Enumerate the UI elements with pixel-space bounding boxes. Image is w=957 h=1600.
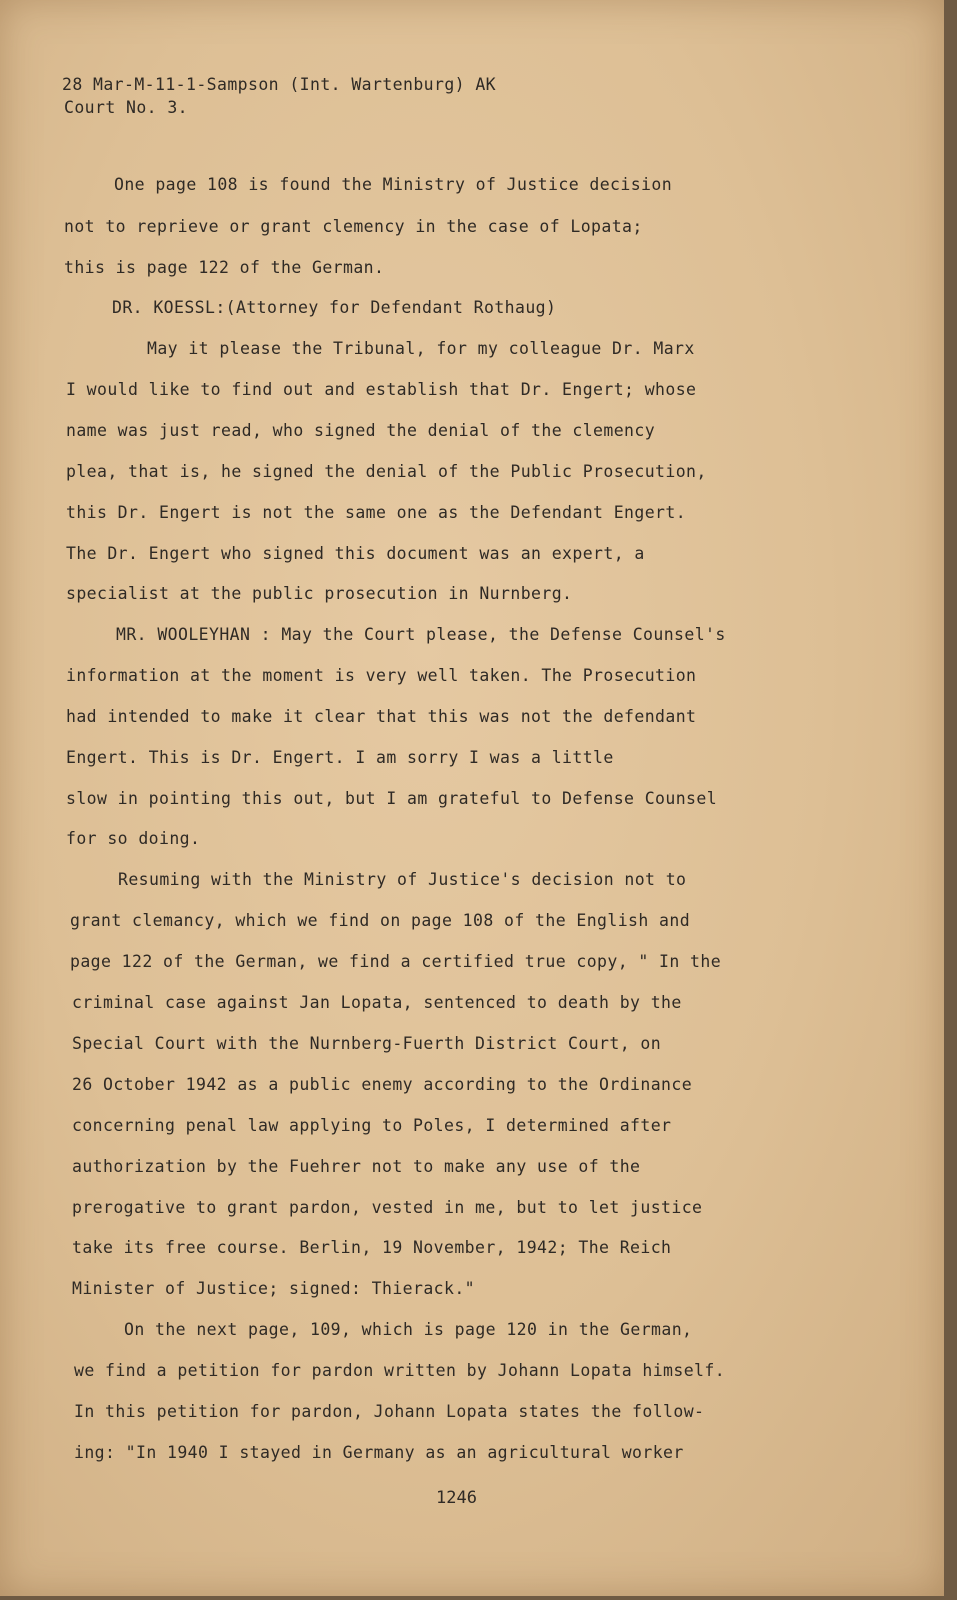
body-line: specialist at the public prosecution in Nurnberg. (66, 584, 573, 603)
body-line: grant clemancy, which we find on page 108 of the English and (70, 911, 691, 930)
body-line: information at the moment is very well taken. The Prosecution (66, 666, 697, 685)
body-line: not to reprieve or grant clemency in the case of Lopata; (64, 217, 643, 236)
body-line: Engert. This is Dr. Engert. I am sorry I was a little (66, 748, 614, 767)
body-line: ing: "In 1940 I stayed in Germany as an agricultural worker (74, 1443, 684, 1462)
body-line: Minister of Justice; signed: Thierack." (72, 1279, 476, 1298)
body-line: On the next page, 109, which is page 120 in the German, (124, 1320, 693, 1339)
body-line: Special Court with the Nurnberg-Fuerth District Court, on (72, 1034, 662, 1053)
body-line: In this petition for pardon, Johann Lopata states the follow- (74, 1402, 705, 1421)
header-line-1: 28 Mar-M-11-1-Sampson (Int. Wartenburg) AK (62, 75, 497, 94)
body-line: The Dr. Engert who signed this document was an expert, a (66, 544, 645, 563)
body-line: take its free course. Berlin, 19 November, 1942; The Reich (72, 1238, 672, 1257)
body-line: One page 108 is found the Ministry of Justice decision (114, 175, 673, 194)
body-line: Resuming with the Ministry of Justice's decision not to (118, 870, 687, 889)
speaker-line-koessl: DR. KOESSL:(Attorney for Defendant Rothaug) (112, 298, 557, 317)
body-line: this Dr. Engert is not the same one as the Defendant Engert. (66, 503, 687, 522)
body-line: this is page 122 of the German. (64, 258, 385, 277)
body-line: May it please the Tribunal, for my colleague Dr. Marx (147, 339, 695, 358)
body-line: 26 October 1942 as a public enemy according to the Ordinance (72, 1075, 693, 1094)
body-line: for so doing. (66, 829, 201, 848)
body-line: plea, that is, he signed the denial of the Public Prosecution, (66, 462, 707, 481)
body-line: page 122 of the German, we find a certified true copy, " In the (70, 952, 722, 971)
body-line: authorization by the Fuehrer not to make any use of the (72, 1157, 641, 1176)
body-line: prerogative to grant pardon, vested in me, but to let justice (72, 1198, 703, 1217)
body-line: I would like to find out and establish that Dr. Engert; whose (66, 380, 697, 399)
body-line: we find a petition for pardon written by Johann Lopata himself. (74, 1361, 726, 1380)
body-line: slow in pointing this out, but I am grateful to Defense Counsel (66, 789, 718, 808)
body-line: had intended to make it clear that this was not the defendant (66, 707, 697, 726)
header-line-2: Court No. 3. (64, 98, 189, 117)
body-line: concerning penal law applying to Poles, I determined after (72, 1116, 672, 1135)
body-line: name was just read, who signed the denial of the clemency (66, 421, 656, 440)
body-line: criminal case against Jan Lopata, sentenced to death by the (72, 993, 682, 1012)
speaker-line-wooleyhan: MR. WOOLEYHAN : May the Court please, the Defense Counsel's (116, 625, 726, 644)
page-number: 1246 (436, 1488, 477, 1508)
